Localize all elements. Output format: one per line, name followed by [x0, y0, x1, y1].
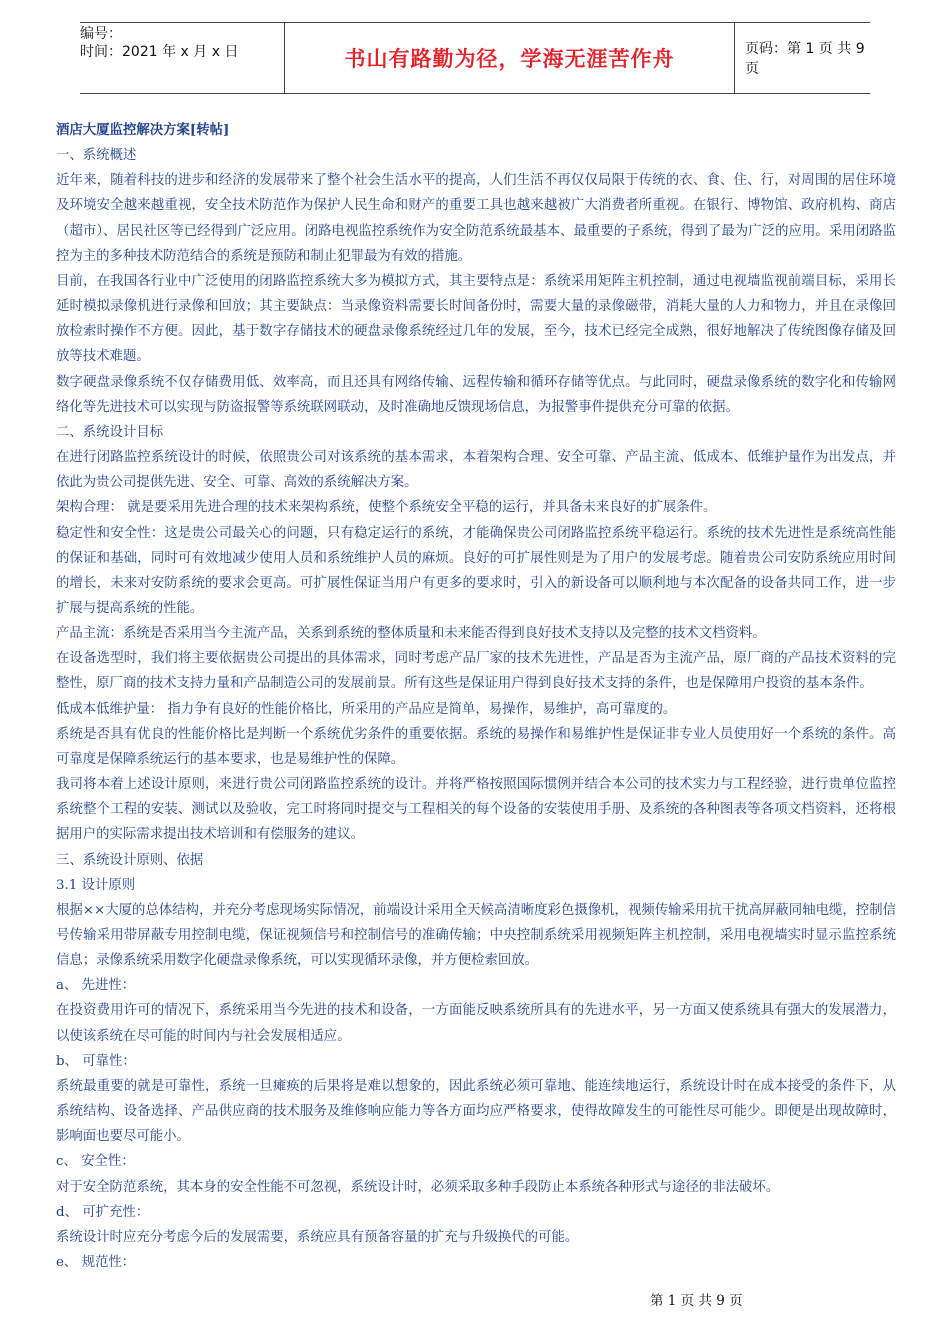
- paragraph: 在设备选型时，我们将主要依据贵公司提出的具体需求，同时考虑产品厂家的技术先进性，产品是否为主流产品，原厂商的产品技术资料的完整性，原厂商的技术支持力量和产品制造公司的发展前景。所有这些是保证用户得到良好技术支持的条件，也是保障用户投资的基本条件。: [56, 651, 896, 692]
- page-footer: 第 1 页 共 9 页: [650, 1293, 743, 1309]
- header-meta: [80, 23, 285, 93]
- paragraph: 低成本低维护量： 指力争有良好的性能价格比，所采用的产品应是简单，易操作，易维护，高可靠度的。: [56, 701, 677, 717]
- paragraph: 对于安全防范系统，其本身的安全性能不可忽视，系统设计时，必须采取多种手段防止本系统各种形式与途径的非法破坏。: [56, 1179, 780, 1195]
- document-time: 时间：2021 年 x 月 x 日: [80, 44, 239, 60]
- paragraph: b、 可靠性：: [56, 1053, 136, 1069]
- paragraph: 二、系统设计目标: [56, 424, 164, 440]
- paragraph: 在投资费用许可的情况下，系统采用当今先进的技术和设备，一方面能反映系统所具有的先进水平，另一方面又使系统具有强大的发展潜力，以使该系统在尽可能的时间内与社会发展相适应。: [56, 1003, 896, 1044]
- document-body: [56, 118, 896, 1275]
- paragraph: 产品主流：系统是否采用当今主流产品，关系到系统的整体质量和未来能否得到良好技术支持以及完整的技术文档资料。: [56, 626, 766, 642]
- paragraph: 3.1 设计原则: [56, 877, 136, 893]
- paragraph: 根据××大厦的总体结构，并充分考虑现场实际情况，前端设计采用全天候高清晰度彩色摄像机，视频传输采用抗干扰高屏蔽同轴电缆，控制信号传输采用带屏蔽专用控制电缆，保证视频信号和控制信号的准确传输；中央控制系统采用视频矩阵主机控制，采用电视墙实时显示监控系统信息；录像系统采用数字化硬盘录像系统，可以实现循环录像，并方便检索回放。: [56, 902, 896, 969]
- paragraph: 目前，在我国各行业中广泛使用的闭路监控系统大多为模拟方式，其主要特点是：系统采用矩阵主机控制，通过电视墙监视前端目标，采用长延时模拟录像机进行录像和回放；其主要缺点：当录像资料需要长时间备份时，需要大量的录像磁带，消耗大量的人力和物力，并且在录像回放检索时操作不方便。因此，基于数字存储技术的硬盘录像系统经过几年的发展，至今，技术已经完全成熟，很好地解决了传统图像存储及回放等技术难题。: [56, 273, 896, 365]
- header-motto-cell: [285, 23, 735, 93]
- header-motto: 书山有路勤为径，学海无涯苦作舟: [344, 47, 675, 71]
- document-header: [80, 22, 870, 94]
- paragraph: 我司将本着上述设计原则，来进行贵公司闭路监控系统的设计。并将严格按照国际惯例并结合本公司的技术实力与工程经验，进行贵单位监控系统整个工程的安装、测试以及验收，完工时将同时提交与工程相关的每个设备的安装使用手册、及系统的各种图表等各项文档资料，还将根据用户的实际需求提出技术培训和有偿服务的建议。: [56, 777, 896, 843]
- paragraph: d、 可扩充性：: [56, 1204, 150, 1220]
- paragraph: 系统是否具有优良的性能价格比是判断一个系统优劣条件的重要依据。系统的易操作和易维护性是保证非专业人员使用好一个系统的条件。高可靠度是保障系统运行的基本要求，也是易维护性的保障。: [56, 726, 896, 767]
- document-title: 酒店大厦监控解决方案[转帖]: [56, 122, 230, 138]
- paragraph-list: [56, 143, 896, 1275]
- paragraph: 架构合理： 就是要采用先进合理的技术来架构系统，使整个系统安全平稳的运行，并具备未来良好的扩展条件。: [56, 500, 717, 516]
- paragraph: 在进行闭路监控系统设计的时候，依照贵公司对该系统的基本需求，本着架构合理、安全可靠、产品主流、低成本、低维护量作为出发点，并依此为贵公司提供先进、安全、可靠、高效的系统解决方案。: [56, 450, 896, 491]
- paragraph: 近年来，随着科技的进步和经济的发展带来了整个社会生活水平的提高，人们生活不再仅仅局限于传统的衣、食、住、行，对周围的居住环境及环境安全越来越重视，安全技术防范作为保护人民生命和财产的重要工具也越来越被广大消费者所重视。在银行、博物馆、政府机构、商店（超市）、居民社区等已经得到广泛应用。闭路电视监控系统作为安全防范系统最基本、最重要的子系统，得到了最为广泛的应用。采用闭路监控为主的多种技术防范结合的系统是预防和制止犯罪最为有效的措施。: [56, 173, 896, 264]
- paragraph: 一、系统概述: [56, 148, 137, 164]
- header-page-code: 页码：第 1 页 共 9 页: [745, 41, 865, 77]
- paragraph: 系统最重要的就是可靠性，系统一旦瘫痪的后果将是难以想象的，因此系统必须可靠地、能连续地运行，系统设计时在成本接受的条件下，从系统结构、设备选择、产品供应商的技术服务及维修响应能力等各方面均应严格要求，使得故障发生的可能性尽可能少。即便是出现故障时，影响面也要尽可能小。: [56, 1078, 896, 1145]
- paragraph: 系统设计时应充分考虑今后的发展需要，系统应具有预备容量的扩充与升级换代的可能。: [56, 1229, 579, 1245]
- paragraph: e、 规范性：: [56, 1255, 136, 1271]
- paragraph: a、 先进性：: [56, 978, 136, 994]
- document-number-label: 编号：: [80, 26, 122, 42]
- paragraph: 数字硬盘录像系统不仅存储费用低、效率高，而且还具有网络传输、远程传输和循环存储等优点。与此同时，硬盘录像系统的数字化和传输网络化等先进技术可以实现与防盗报警等系统联网联动，及时准确地反馈现场信息，为报警事件提供充分可靠的依据。: [56, 374, 896, 415]
- paragraph: c、 安全性：: [56, 1154, 135, 1170]
- paragraph: 三、系统设计原则、依据: [56, 852, 204, 868]
- header-page-code-cell: [735, 23, 870, 93]
- paragraph: 稳定性和安全性：这是贵公司最关心的问题，只有稳定运行的系统，才能确保贵公司闭路监控系统平稳运行。系统的技术先进性是系统高性能的保证和基础，同时可有效地减少使用人员和系统维护人员的麻烦。良好的可扩展性则是为了用户的发展考虑。随着贵公司安防系统应用时间的增长，未来对安防系统的要求会更高。可扩展性保证当用户有更多的要求时，引入的新设备可以顺利地与本次配备的设备共同工作，进一步扩展与提高系统的性能。: [56, 525, 896, 616]
